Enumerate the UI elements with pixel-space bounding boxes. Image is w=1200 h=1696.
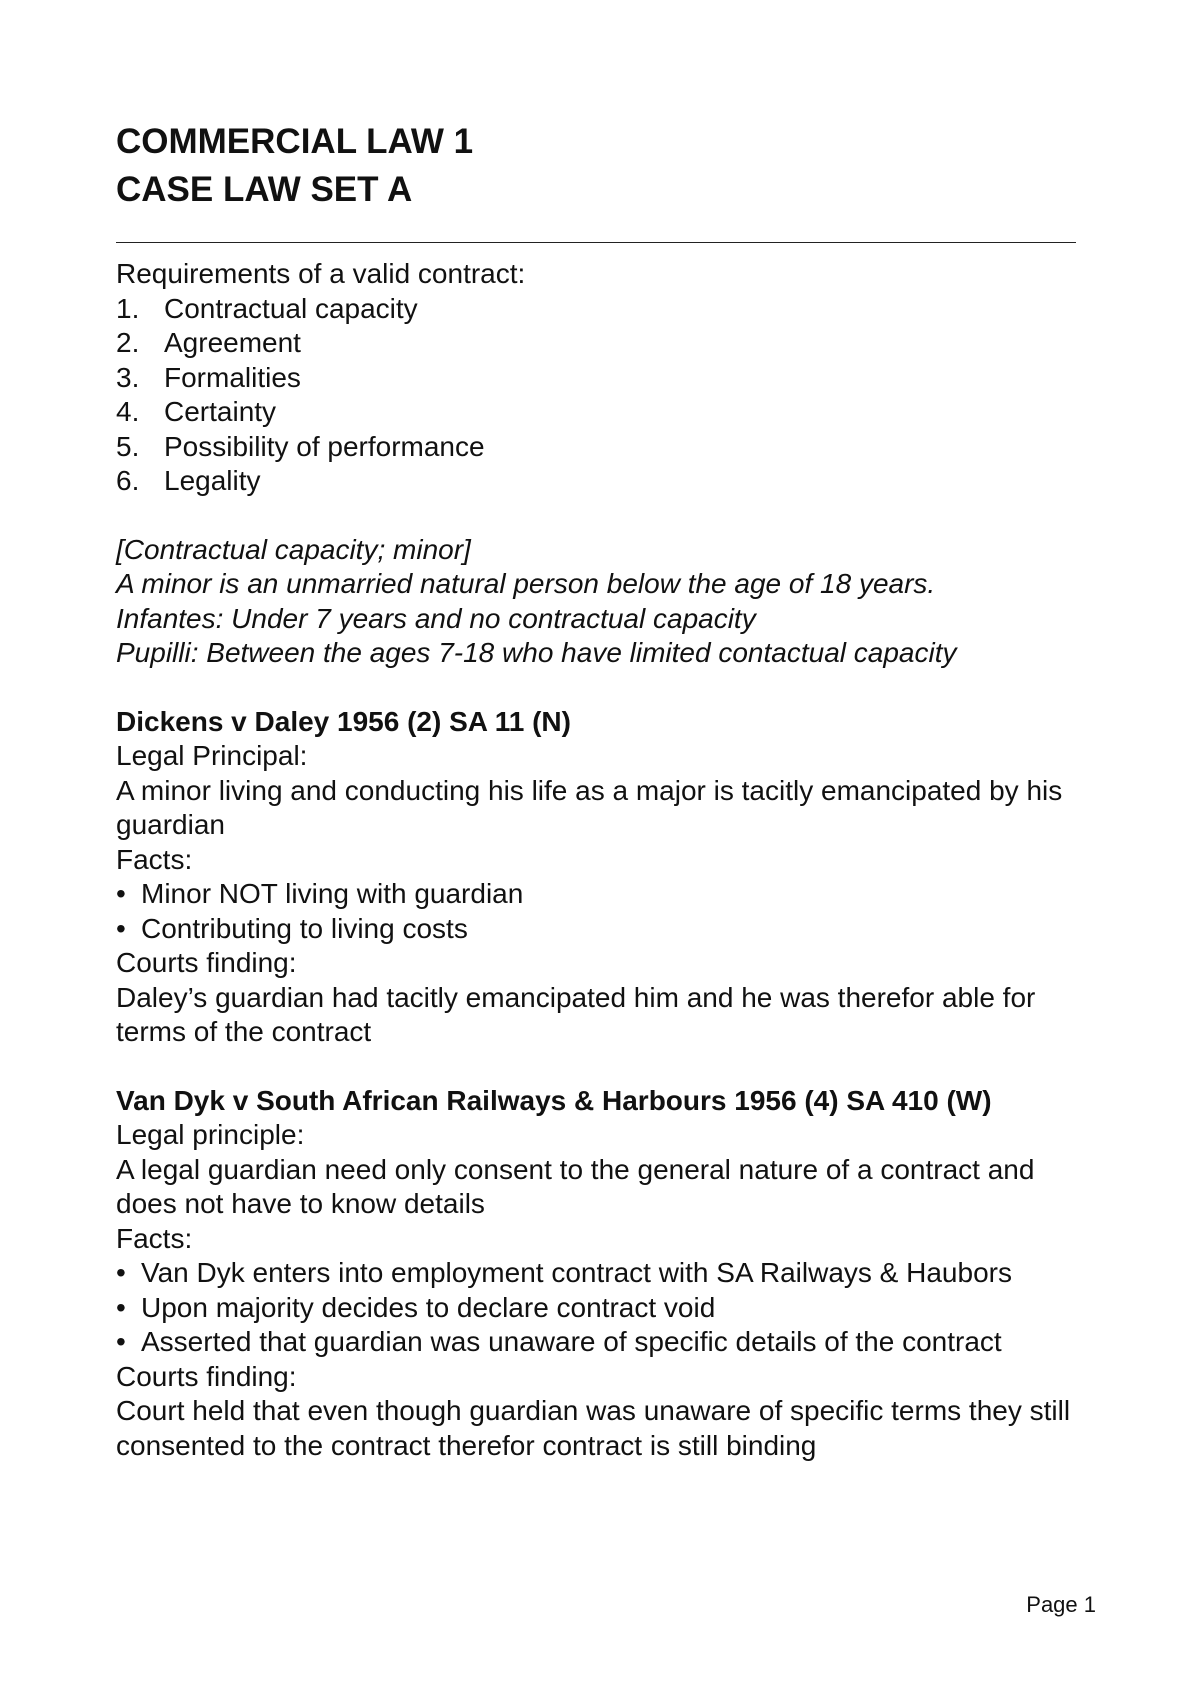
set-title: CASE LAW SET A — [116, 170, 413, 209]
list-item — [116, 395, 1096, 430]
finding-label: Courts finding: — [116, 947, 297, 978]
page-content — [116, 118, 1096, 1463]
facts-label: Facts: — [116, 843, 193, 875]
case-van-dyk-v-sar — [116, 1084, 1096, 1464]
page-number: Page 1 — [1026, 1592, 1096, 1617]
item-number: 4. — [116, 396, 140, 427]
principle-text: A minor living and conducting his life as a major is tacitly emancipated by his guardian — [116, 774, 1063, 840]
list-item: • Upon majority decides to declare contract void — [116, 1291, 1096, 1326]
item-text: Possibility of performance — [164, 430, 485, 462]
item-text: Formalities — [164, 361, 301, 393]
case-title: Van Dyk v South African Railways & Harbours 1956 (4) SA 410 (W) — [116, 1084, 992, 1116]
spacer — [116, 671, 1096, 705]
item-number: 3. — [116, 361, 140, 393]
minor-definition: A minor is an unmarried natural person below the age of 18 years. — [116, 568, 936, 599]
list-item: • Minor NOT living with guardian — [116, 877, 1096, 912]
requirements-list — [116, 292, 1096, 499]
item-number: 5. — [116, 430, 140, 462]
facts-list — [116, 877, 1096, 946]
list-item — [116, 430, 1096, 465]
principle-text: A legal guardian need only consent to the general nature of a contract and does not have to know details — [116, 1153, 1035, 1219]
item-number: 1. — [116, 292, 140, 324]
spacer — [116, 499, 1096, 533]
list-item: • Contributing to living costs — [116, 912, 1096, 947]
principle-label: Legal Principal: — [116, 740, 308, 771]
finding-text: Daley’s guardian had tacitly emancipated him and he was therefor able for terms of the contract — [116, 981, 1036, 1047]
finding-text: Court held that even though guardian was unaware of specific terms they still consented to the contract therefor contract is still binding — [116, 1395, 1071, 1461]
course-title: COMMERCIAL LAW 1 — [116, 122, 474, 161]
item-text: Legality — [164, 465, 261, 496]
case-title: Dickens v Daley 1956 (2) SA 11 (N) — [116, 705, 571, 737]
minor-tag: [Contractual capacity; minor] — [116, 533, 471, 565]
spacer — [116, 1050, 1096, 1084]
list-item: • Van Dyk enters into employment contract with SA Railways & Haubors — [116, 1256, 1096, 1291]
requirements-heading: Requirements of a valid contract: — [116, 258, 526, 289]
principle-label: Legal principle: — [116, 1119, 305, 1150]
item-text: Agreement — [164, 327, 301, 358]
list-item — [116, 464, 1096, 499]
infantes-definition: Infantes: Under 7 years and no contractual capacity — [116, 602, 756, 634]
item-number: 6. — [116, 465, 140, 496]
finding-label: Courts finding: — [116, 1360, 297, 1392]
item-text: Contractual capacity — [164, 292, 418, 324]
facts-label: Facts: — [116, 1222, 193, 1254]
facts-list — [116, 1256, 1096, 1360]
list-item — [116, 292, 1096, 327]
divider-line — [116, 242, 1076, 243]
item-text: Certainty — [164, 396, 277, 427]
list-item: • Asserted that guardian was unaware of specific details of the contract — [116, 1325, 1096, 1360]
pupilli-definition: Pupilli: Between the ages 7-18 who have limited contactual capacity — [116, 637, 957, 668]
list-item — [116, 361, 1096, 396]
list-item — [116, 326, 1096, 361]
case-dickens-v-daley — [116, 705, 1096, 1050]
item-number: 2. — [116, 327, 140, 358]
